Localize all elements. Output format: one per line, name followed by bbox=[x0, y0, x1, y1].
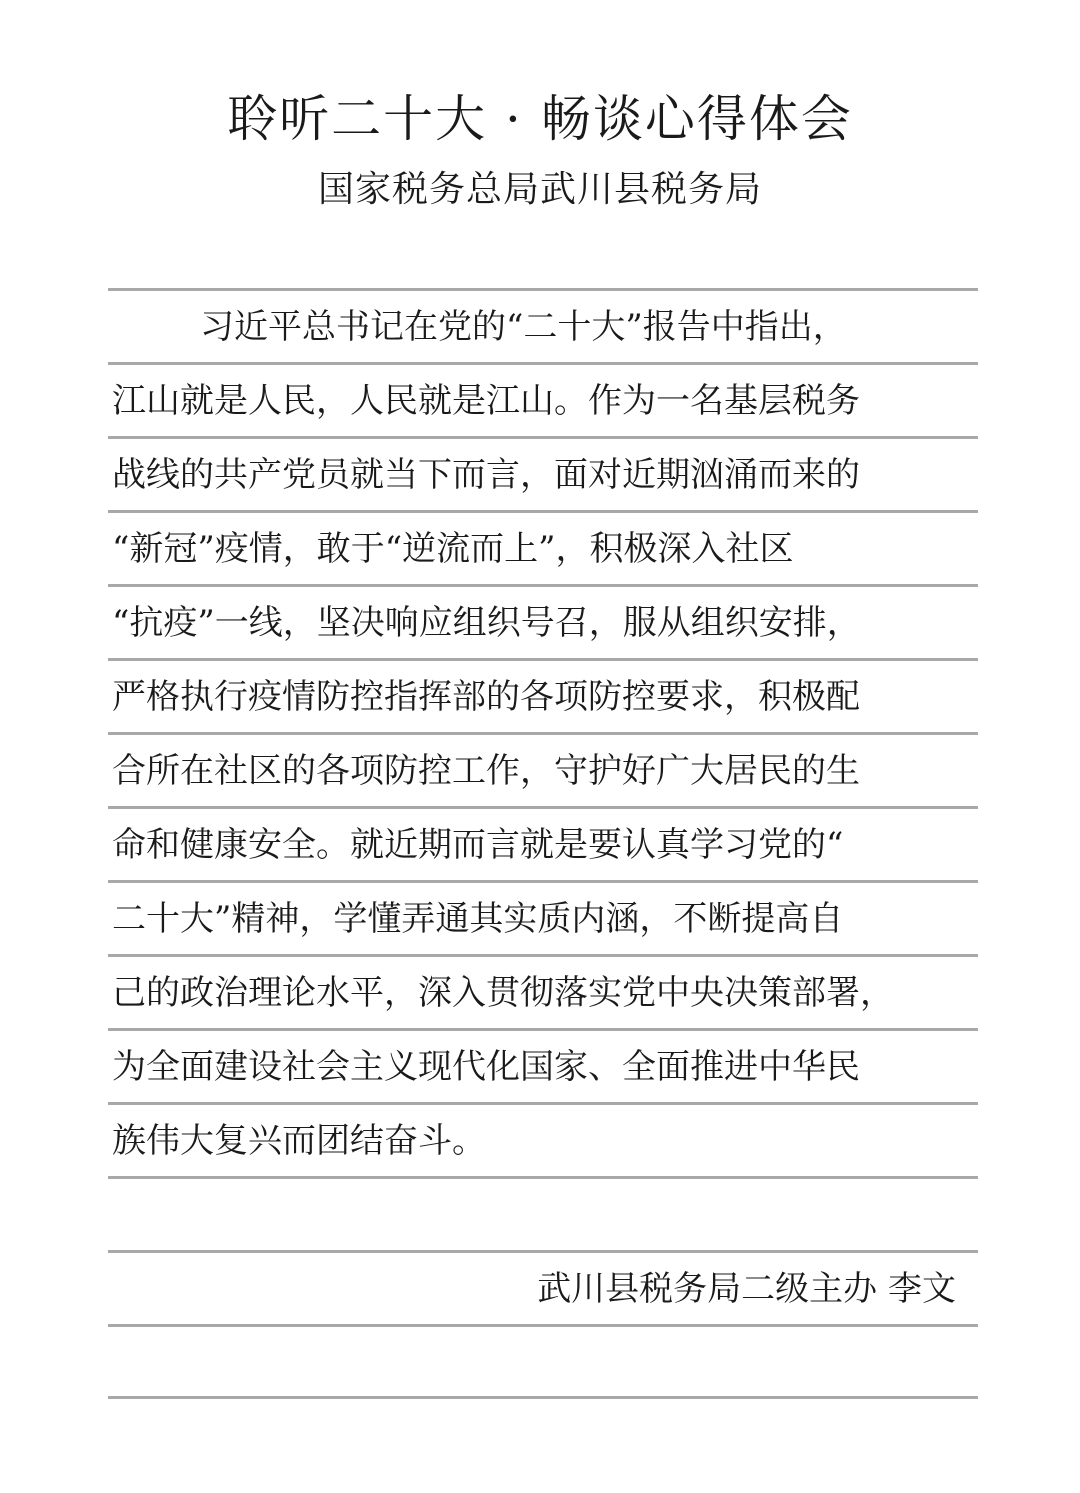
body-line: 为全面建设社会主义现代化国家、全面推进中华民 bbox=[112, 1047, 860, 1087]
body-line: “抗疫”一线，坚决响应组织号召，服从组织安排， bbox=[112, 603, 861, 643]
author-signature: 武川县税务局二级主办 李文 bbox=[537, 1269, 956, 1309]
rule-line bbox=[108, 1396, 978, 1399]
body-line: 战线的共产党员就当下而言，面对近期汹涌而来的 bbox=[112, 455, 860, 495]
body-line: 严格执行疫情防控指挥部的各项防控要求，积极配 bbox=[112, 677, 860, 717]
body-line: 二十大”精神，学懂弄通其实质内涵，不断提高自 bbox=[112, 899, 844, 939]
body-line: 命和健康安全。就近期而言就是要认真学习党的“ bbox=[112, 825, 844, 865]
document-title: 聆听二十大 · 畅谈心得体会 bbox=[227, 90, 853, 148]
body-line: 族伟大复兴而团结奋斗。 bbox=[112, 1121, 486, 1161]
body-line: “新冠”疫情，敢于“逆流而上”，积极深入社区 bbox=[112, 529, 794, 569]
lined-paper bbox=[108, 288, 978, 1400]
body-line: 合所在社区的各项防控工作，守护好广大居民的生 bbox=[112, 751, 860, 791]
body-line: 己的政治理论水平，深入贯彻落实党中央决策部署， bbox=[112, 973, 894, 1013]
body-line: 习近平总书记在党的“二十大”报告中指出， bbox=[200, 307, 847, 347]
document-subtitle: 国家税务总局武川县税务局 bbox=[317, 169, 762, 210]
body-line: 江山就是人民，人民就是江山。作为一名基层税务 bbox=[112, 381, 860, 421]
